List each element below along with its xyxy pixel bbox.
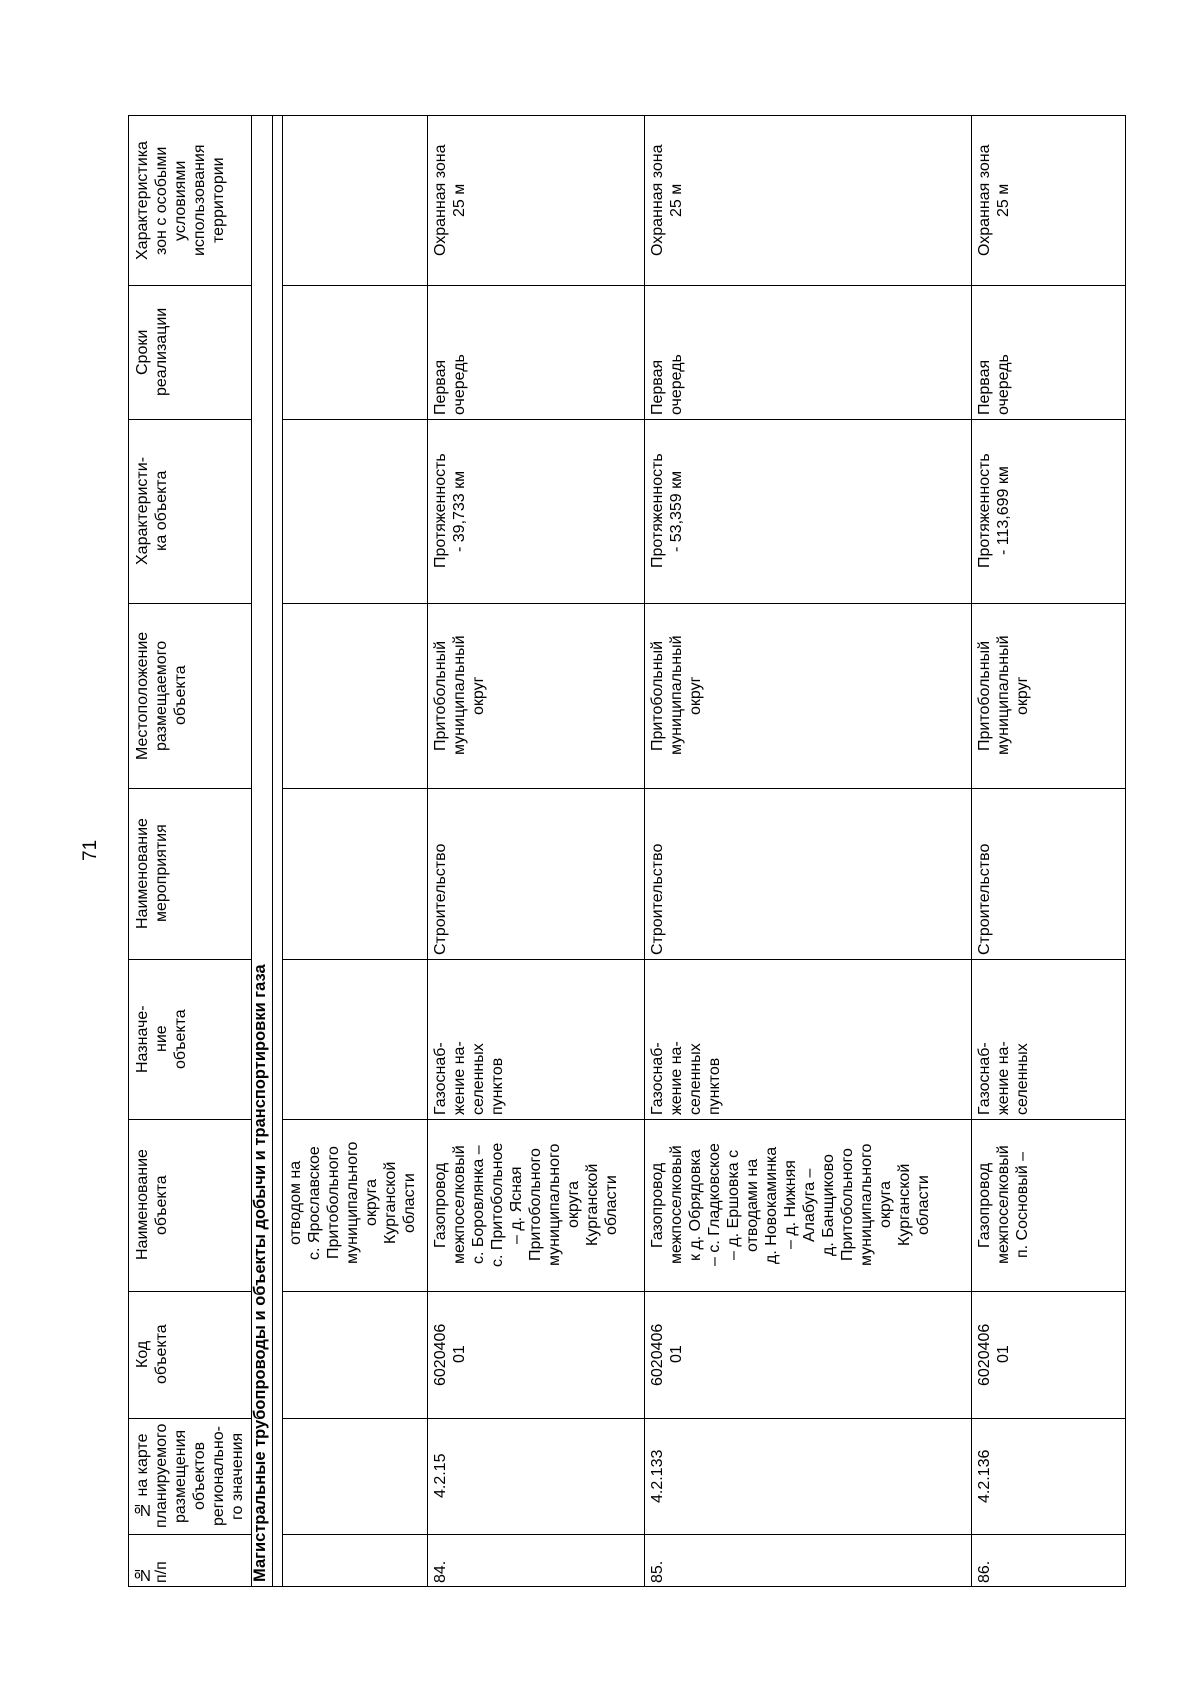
row-purpose: Газоснаб- жение на- селенных bbox=[976, 1041, 1031, 1115]
divider bbox=[272, 116, 273, 1586]
row-zones: Охранная зона 25 м bbox=[976, 144, 1012, 257]
row-terms: Первая очередь bbox=[976, 354, 1012, 415]
header-event: Наименование мероприятия bbox=[134, 818, 170, 929]
row-zones: Охранная зона 25 м bbox=[649, 144, 685, 257]
continuation-name: отводом на с. Ярославское Притобольного муниципального округа Курганской области bbox=[287, 1141, 418, 1265]
row-location: Притобольный муниципальный округ bbox=[649, 635, 704, 756]
row-map-num: 4.2.15 bbox=[432, 1453, 449, 1499]
row-event: Строительство bbox=[976, 843, 993, 955]
row-num: 84. bbox=[432, 1560, 449, 1583]
header-zones: Характеристика зон с особыми условиями использования территории bbox=[134, 141, 227, 260]
row-code: 6020406 01 bbox=[432, 1323, 468, 1386]
row-terms: Первая очередь bbox=[649, 354, 685, 415]
row-name: Газопровод межпоселковый с. Боровлянка – с. Притобольное – д. Ясная Притобольного муниципального округа Курганской области bbox=[432, 1142, 620, 1268]
row-num: 85. bbox=[649, 1560, 666, 1583]
header-purpose: Назначе- ние объекта bbox=[134, 1005, 189, 1073]
row-purpose: Газоснаб- жение на- селенных пунктов bbox=[649, 1041, 723, 1115]
row-location: Притобольный муниципальный округ bbox=[976, 635, 1031, 756]
divider bbox=[282, 116, 283, 1586]
objects-table bbox=[128, 115, 1126, 1587]
row-purpose: Газоснаб- жение на- селенных пунктов bbox=[432, 1041, 506, 1115]
page-number: 71 bbox=[80, 839, 101, 861]
header-map-num: № на карте планируемого размещения объектов регионально- го значения bbox=[134, 1423, 246, 1529]
header-characteristic: Характеристи- ка объекта bbox=[134, 456, 170, 566]
row-name: Газопровод межпоселковый п. Сосновый – bbox=[976, 1145, 1031, 1265]
header-name: Наименование объекта bbox=[134, 1149, 170, 1261]
row-event: Строительство bbox=[649, 843, 666, 955]
row-characteristic: Протяженность - 113,699 км bbox=[976, 453, 1012, 569]
row-terms: Первая очередь bbox=[432, 354, 468, 415]
row-location: Притобольный муниципальный округ bbox=[432, 635, 487, 756]
header-location: Местоположение размещаемого объекта bbox=[134, 631, 189, 760]
row-code: 6020406 01 bbox=[649, 1323, 685, 1386]
header-code: Код объекта bbox=[134, 1324, 170, 1385]
row-event: Строительство bbox=[432, 843, 449, 955]
row-zones: Охранная зона 25 м bbox=[432, 144, 468, 257]
section-title: Магистральные трубопроводы и объекты добычи и транспортировки газа bbox=[251, 964, 269, 1582]
row-code: 6020406 01 bbox=[976, 1323, 1012, 1386]
row-num: 86. bbox=[976, 1560, 993, 1583]
row-characteristic: Протяженность - 53,359 км bbox=[649, 453, 685, 569]
row-map-num: 4.2.133 bbox=[649, 1449, 666, 1503]
row-map-num: 4.2.136 bbox=[976, 1449, 993, 1503]
row-name: Газопровод межпоселковый к д. Обрядовка – с. Гладковское – д. Ершовка с отводами на д. Новокаминка – д. Нижняя Алабуга – д. Банщиково Притобольного муниципального округа Курганской области bbox=[649, 1143, 932, 1267]
header-terms: Сроки реализации bbox=[134, 307, 170, 397]
row-characteristic: Протяженность - 39,733 км bbox=[432, 453, 468, 569]
header-num: № п/п bbox=[134, 1561, 170, 1583]
